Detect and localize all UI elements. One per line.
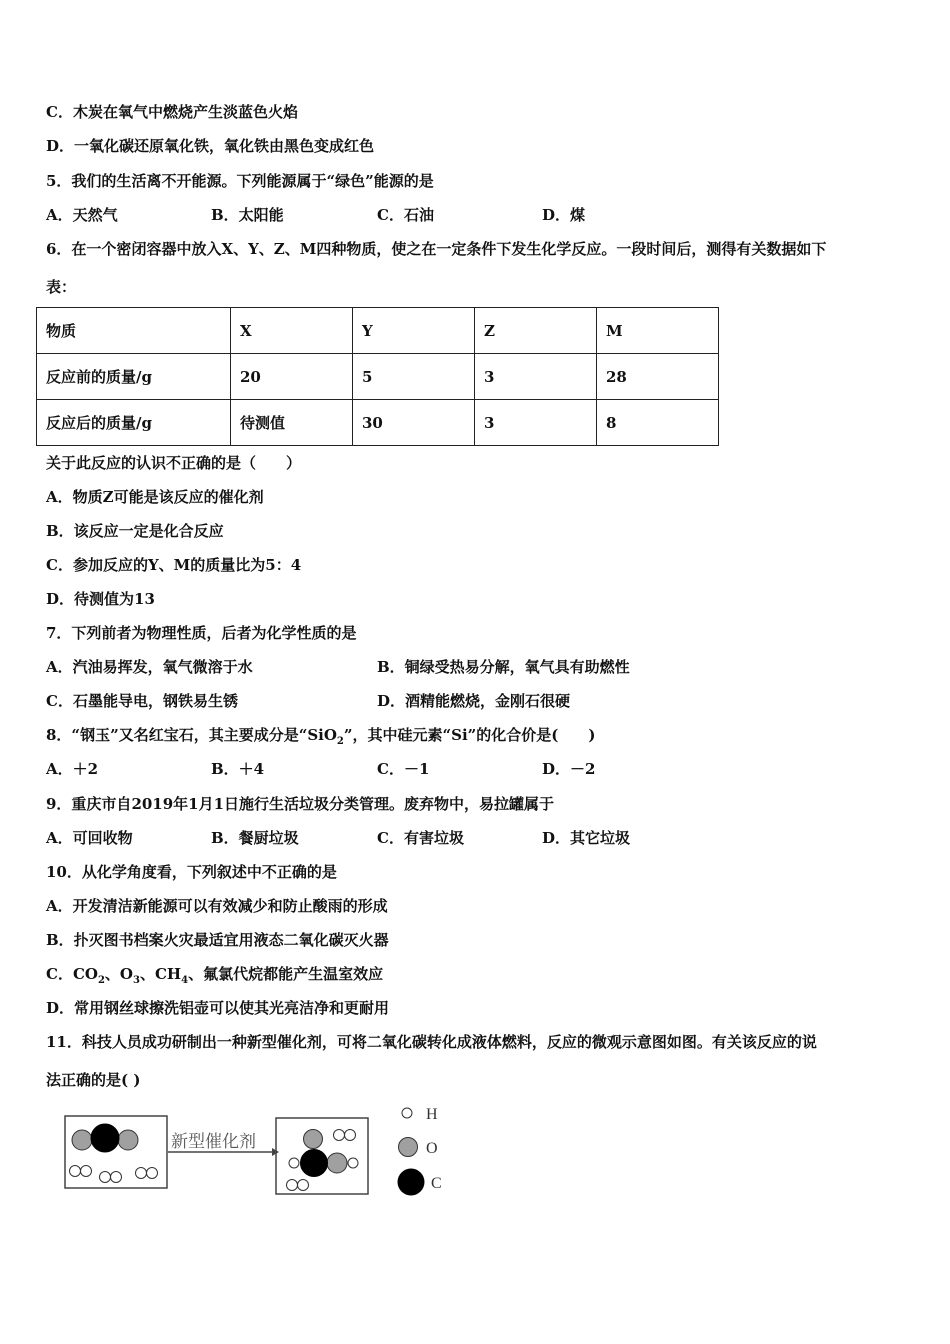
option-b: B．扑灭图书档案火灾最适宜用液态二氧化碳灭火器 — [46, 931, 389, 949]
table-cell: 28 — [597, 354, 719, 400]
table-header-cell: X — [231, 308, 353, 354]
option-d: D．待测值为13 — [46, 590, 155, 608]
table-cell: 反应后的质量/g — [37, 400, 231, 446]
table-row — [37, 354, 719, 400]
option-d: D．酒精能燃烧，金刚石很硬 — [377, 692, 571, 710]
option-b: B．＋4 — [211, 760, 265, 778]
option-c: C．石油 — [377, 206, 434, 224]
h2-molecule-icon — [287, 1180, 309, 1191]
option-text: 、O — [104, 965, 133, 983]
table-cell: 反应前的质量/g — [37, 354, 231, 400]
subscript: 3 — [133, 975, 140, 986]
option-c — [46, 964, 383, 991]
question-8-text: ”，其中硅元素“Si”的化合价是( ) — [343, 726, 596, 744]
option-line: C．木炭在氧气中燃烧产生淡蓝色火焰 — [46, 103, 298, 121]
table-cell: 待测值 — [231, 400, 353, 446]
question-6-ask: 关于此反应的认识不正确的是（ ） — [46, 454, 302, 472]
option-a: A．开发清洁新能源可以有效减少和防止酸雨的形成 — [46, 897, 388, 915]
reaction-diagram — [60, 1100, 460, 1205]
option-c: C．参加反应的Y、M的质量比为5：4 — [46, 556, 302, 574]
legend-label-o: O — [426, 1140, 438, 1157]
table-cell: 30 — [353, 400, 475, 446]
question-11: 11．科技人员成功研制出一种新型催化剂，可将二氧化碳转化成液体燃料，反应的微观示意图如图。有关该反应的说 — [46, 1033, 817, 1051]
carbon-atom-icon — [398, 1169, 425, 1196]
question-11-continued: 法正确的是( ) — [46, 1071, 141, 1089]
table-cell: 3 — [475, 400, 597, 446]
table-cell: 20 — [231, 354, 353, 400]
option-a: A．天然气 — [46, 206, 118, 224]
question-8-text: 8．“钢玉”又名红宝石，其主要成分是“SiO — [46, 726, 337, 744]
question-10: 10．从化学角度看，下列叙述中不正确的是 — [46, 863, 337, 881]
option-d: D．煤 — [542, 206, 586, 224]
option-d: D．－2 — [542, 760, 596, 778]
oxygen-atom-icon — [399, 1138, 418, 1157]
question-6-continued: 表： — [46, 278, 77, 296]
option-d: D．其它垃圾 — [542, 829, 631, 847]
table-cell: 3 — [475, 354, 597, 400]
option-b: B．太阳能 — [211, 206, 284, 224]
subscript: 2 — [336, 736, 344, 747]
option-text: 、氟氯代烷都能产生温室效应 — [188, 965, 384, 983]
option-c: C．－1 — [377, 760, 430, 778]
question-8 — [46, 725, 596, 752]
table-header-cell: Y — [353, 308, 475, 354]
question-9: 9．重庆市自2019年1月1日施行生活垃圾分类管理。废弃物中，易拉罐属于 — [46, 795, 555, 813]
h2-molecule-icon — [334, 1130, 356, 1141]
option-d: D．常用钢丝球擦洗铝壶可以使其光亮洁净和更耐用 — [46, 999, 390, 1017]
table-header-cell: Z — [475, 308, 597, 354]
h2-molecule-icon — [136, 1168, 158, 1179]
table-header-cell: M — [597, 308, 719, 354]
subscript: 4 — [181, 975, 189, 986]
question-6: 6．在一个密闭容器中放入X、Y、Z、M四种物质，使之在一定条件下发生化学反应。一段时间后，测得有关数据如下 — [46, 240, 827, 258]
option-a: A．汽油易挥发，氧气微溶于水 — [46, 658, 253, 676]
option-a: A．可回收物 — [46, 829, 133, 847]
table-row — [37, 400, 719, 446]
option-b: B．该反应一定是化合反应 — [46, 522, 224, 540]
option-c: C．有害垃圾 — [377, 829, 464, 847]
option-line: D．一氧化碳还原氧化铁，氧化铁由黑色变成红色 — [46, 137, 375, 155]
co2-molecule-icon — [72, 1124, 138, 1152]
table-header-row — [37, 308, 719, 354]
question-5: 5．我们的生活离不开能源。下列能源属于“绿色”能源的是 — [46, 172, 434, 190]
mass-table — [36, 307, 719, 446]
legend-label-c: C — [431, 1175, 442, 1192]
legend-label-h: H — [426, 1106, 438, 1123]
catalyst-label: 新型催化剂 — [171, 1132, 256, 1151]
option-a: A．物质Z可能是该反应的催化剂 — [46, 488, 264, 506]
table-header-cell: 物质 — [37, 308, 231, 354]
option-text: 、CH — [139, 965, 182, 983]
option-a: A．＋2 — [46, 760, 99, 778]
question-7: 7．下列前者为物理性质，后者为化学性质的是 — [46, 624, 357, 642]
option-text: C．CO — [46, 965, 98, 983]
hydrogen-atom-icon — [402, 1108, 412, 1118]
option-b: B．铜绿受热易分解，氧气具有助燃性 — [377, 658, 630, 676]
option-b: B．餐厨垃圾 — [211, 829, 299, 847]
option-c: C．石墨能导电，钢铁易生锈 — [46, 692, 238, 710]
table-cell: 5 — [353, 354, 475, 400]
h2-molecule-icon — [100, 1172, 122, 1183]
legend — [398, 1106, 442, 1196]
h2-molecule-icon — [70, 1166, 92, 1177]
subscript: 2 — [97, 975, 105, 986]
table-cell: 8 — [597, 400, 719, 446]
